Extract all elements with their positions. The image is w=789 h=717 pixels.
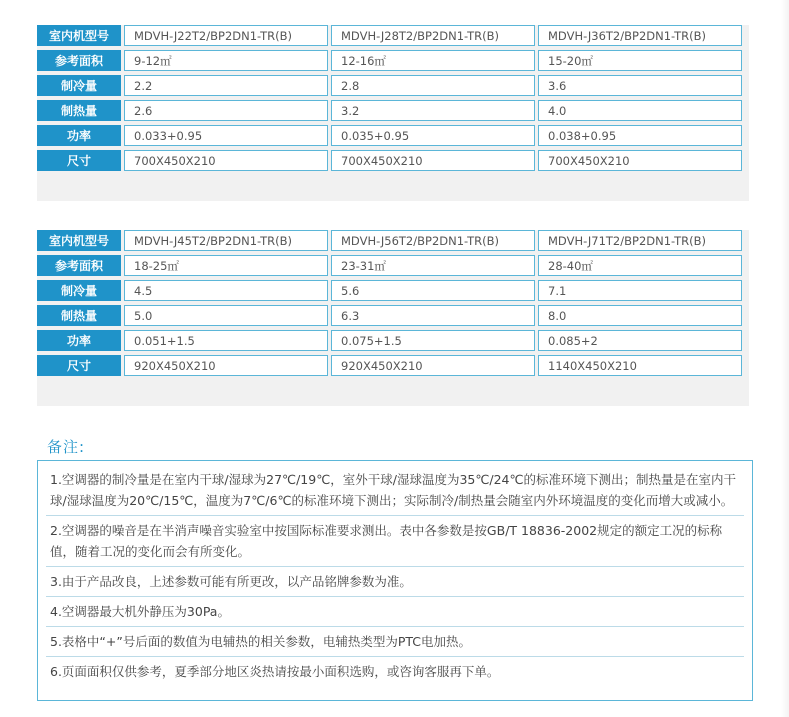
table-cell: 4.0 — [538, 100, 742, 121]
table-cell: 5.0 — [124, 305, 328, 326]
table-cell: 0.075+1.5 — [331, 330, 535, 351]
table-cell: MDVH-J56T2/BP2DN1-TR(B) — [331, 230, 535, 251]
table-cell: 2.2 — [124, 75, 328, 96]
spec-table-1-panel — [37, 25, 749, 201]
row-label: 室内机型号 — [37, 25, 121, 46]
notes-box — [37, 460, 753, 701]
table-cell: 9-12㎡ — [124, 50, 328, 71]
table-cell: 3.2 — [331, 100, 535, 121]
table-cell: 0.085+2 — [538, 330, 742, 351]
table-row — [37, 355, 742, 376]
note-item: 3.由于产品改良，上述参数可能有所更改，以产品铭牌参数为准。 — [46, 571, 744, 597]
row-label: 功率 — [37, 330, 121, 351]
table-cell: 23-31㎡ — [331, 255, 535, 276]
table-cell: 0.033+0.95 — [124, 125, 328, 146]
table-cell: 8.0 — [538, 305, 742, 326]
row-label: 尺寸 — [37, 150, 121, 171]
table-row — [37, 50, 742, 71]
notes-title: 备注: — [47, 438, 86, 456]
row-label: 制冷量 — [37, 280, 121, 301]
note-item: 2.空调器的噪音是在半消声噪音实验室中按国际标准要求测出。表中各参数是按GB/T 18836-2002规定的额定工况的标称值，随着工况的变化而会有所变化。 — [46, 520, 744, 567]
row-label: 室内机型号 — [37, 230, 121, 251]
note-item: 5.表格中“+”号后面的数值为电辅热的相关参数，电辅热类型为PTC电加热。 — [46, 631, 744, 657]
table-cell: 18-25㎡ — [124, 255, 328, 276]
table-cell: 700X450X210 — [538, 150, 742, 171]
table-cell: 4.5 — [124, 280, 328, 301]
table-cell: 700X450X210 — [124, 150, 328, 171]
table-cell: 28-40㎡ — [538, 255, 742, 276]
table-cell: 15-20㎡ — [538, 50, 742, 71]
note-item: 4.空调器最大机外静压为30Pa。 — [46, 601, 744, 627]
row-label: 参考面积 — [37, 50, 121, 71]
table-row — [37, 100, 742, 121]
row-label: 尺寸 — [37, 355, 121, 376]
table-row — [37, 255, 742, 276]
spec-table-1 — [34, 21, 745, 175]
table-row — [37, 125, 742, 146]
note-item: 6.页面面积仅供参考，夏季部分地区炎热请按最小面积选购，或咨询客服再下单。 — [50, 664, 500, 679]
row-label: 制热量 — [37, 100, 121, 121]
table-cell: 3.6 — [538, 75, 742, 96]
table-row — [37, 280, 742, 301]
page-edge-shadow — [781, 0, 789, 717]
table-row — [37, 150, 742, 171]
table-cell: 0.038+0.95 — [538, 125, 742, 146]
row-label: 功率 — [37, 125, 121, 146]
note-item: 1.空调器的制冷量是在室内干球/湿球为27℃/19℃，室外干球/湿球温度为35℃/24℃的标准环境下测出；制热量是在室内干球/湿球温度为20℃/15℃，温度为7℃/6℃的标准环境下测出；实际制冷/制热量会随室内外环境温度的变化而增大或减小。 — [46, 469, 744, 516]
table-cell: 700X450X210 — [331, 150, 535, 171]
table-cell: MDVH-J36T2/BP2DN1-TR(B) — [538, 25, 742, 46]
table-cell: MDVH-J28T2/BP2DN1-TR(B) — [331, 25, 535, 46]
table-row — [37, 75, 742, 96]
table-cell: 2.8 — [331, 75, 535, 96]
table-cell: 12-16㎡ — [331, 50, 535, 71]
table-cell: 920X450X210 — [124, 355, 328, 376]
table-row — [37, 230, 742, 251]
table-row — [37, 25, 742, 46]
row-label: 制热量 — [37, 305, 121, 326]
table-cell: 0.035+0.95 — [331, 125, 535, 146]
table-cell: 5.6 — [331, 280, 535, 301]
table-cell: MDVH-J71T2/BP2DN1-TR(B) — [538, 230, 742, 251]
spec-table-2-panel — [37, 230, 749, 406]
table-cell: 2.6 — [124, 100, 328, 121]
table-row — [37, 305, 742, 326]
table-cell: 920X450X210 — [331, 355, 535, 376]
table-row — [37, 330, 742, 351]
table-cell: MDVH-J45T2/BP2DN1-TR(B) — [124, 230, 328, 251]
table-cell: MDVH-J22T2/BP2DN1-TR(B) — [124, 25, 328, 46]
table-cell: 7.1 — [538, 280, 742, 301]
spec-table-2 — [34, 226, 745, 380]
row-label: 参考面积 — [37, 255, 121, 276]
table-cell: 0.051+1.5 — [124, 330, 328, 351]
table-cell: 6.3 — [331, 305, 535, 326]
row-label: 制冷量 — [37, 75, 121, 96]
table-cell: 1140X450X210 — [538, 355, 742, 376]
